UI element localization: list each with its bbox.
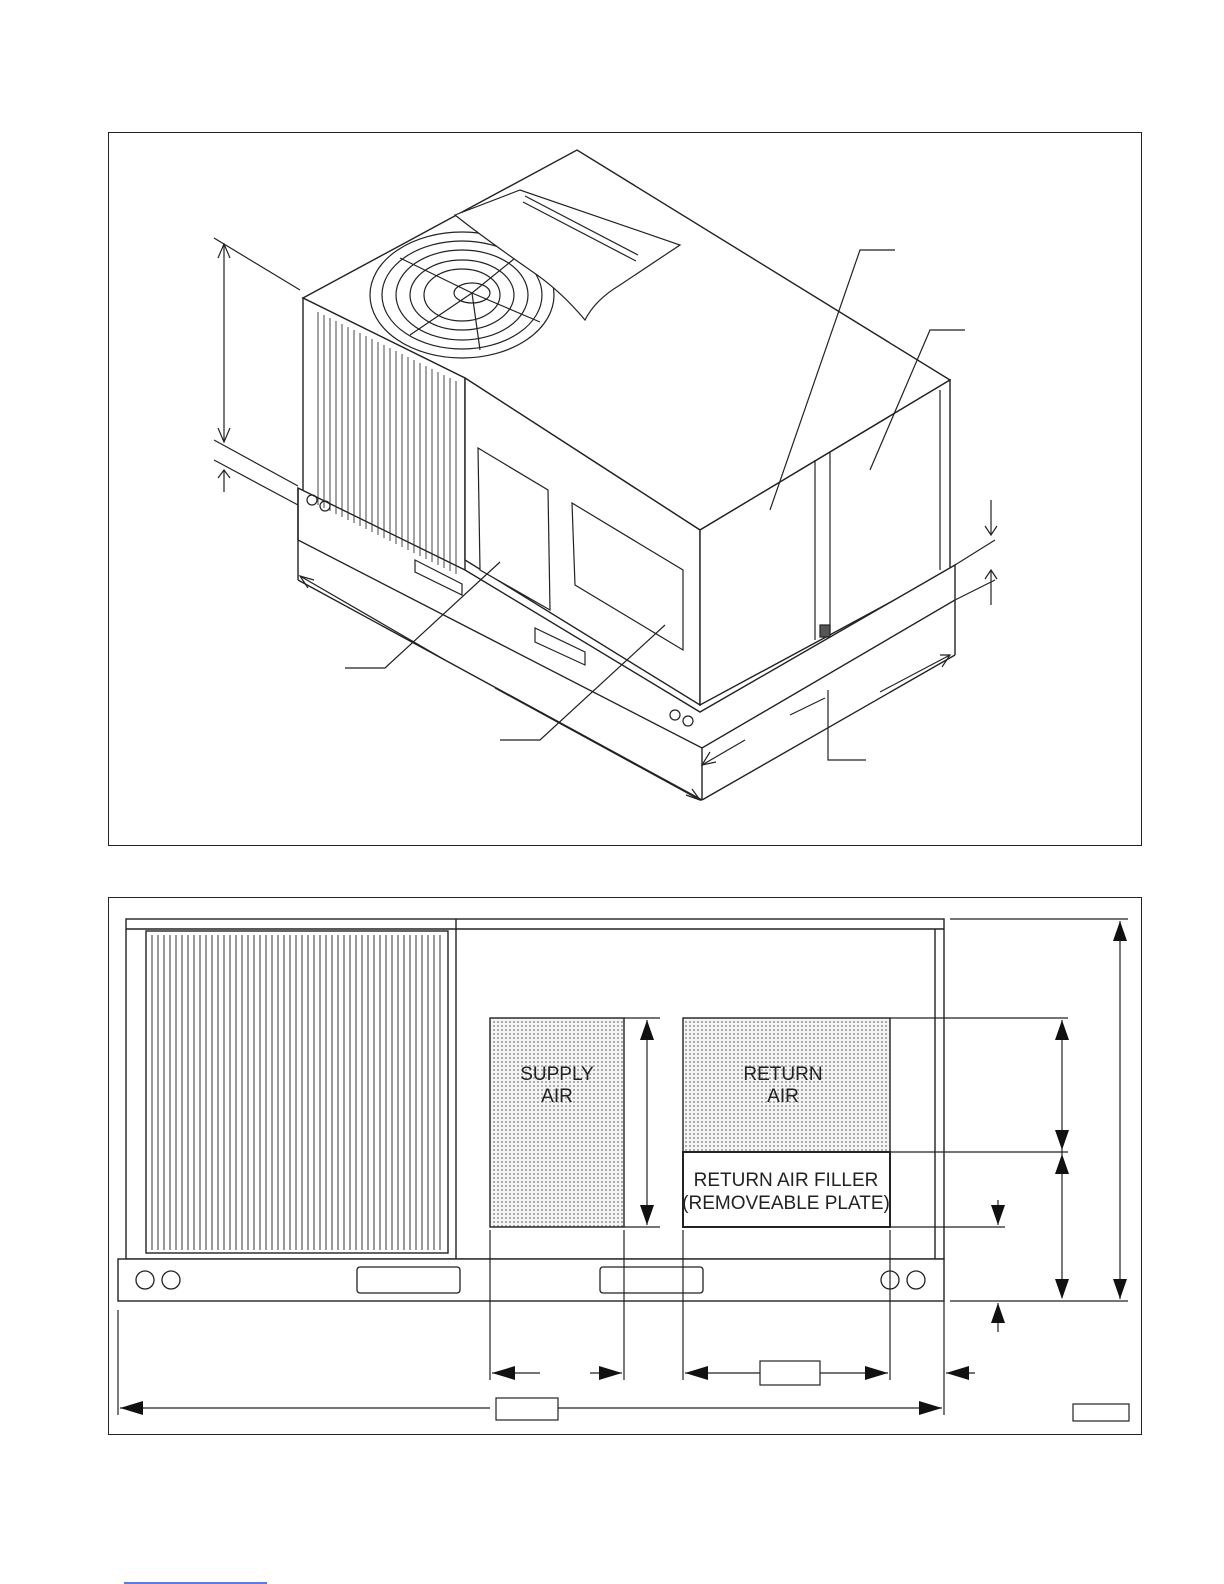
base-rail-front xyxy=(118,1259,944,1301)
return-air-label-line1: RETURN xyxy=(743,1064,823,1085)
supply-air-opening-front xyxy=(490,1018,624,1227)
condenser-coil-front xyxy=(146,931,448,1253)
supply-air-label-line1: SUPPLY xyxy=(520,1064,594,1085)
return-air-label-line2: AIR xyxy=(767,1086,799,1107)
filler-label-line2: (REMOVEABLE PLATE) xyxy=(682,1193,890,1214)
filler-label-line1: RETURN AIR FILLER xyxy=(693,1170,879,1191)
supply-air-label-line2: AIR xyxy=(541,1086,573,1107)
